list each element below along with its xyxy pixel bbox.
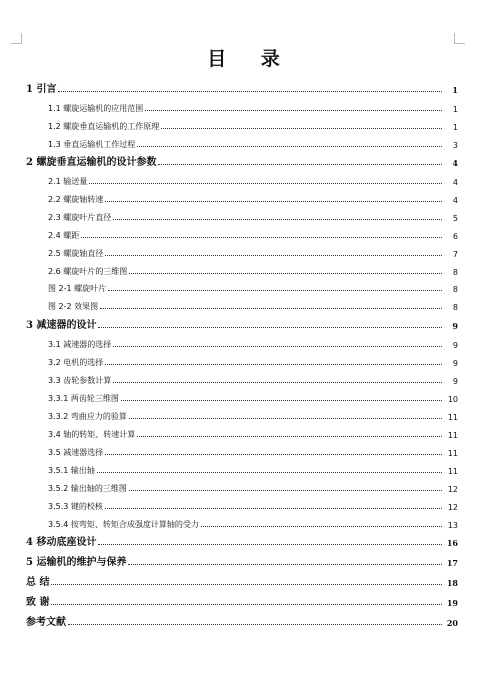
toc-leader-dots: [81, 236, 442, 238]
toc-leader-dots: [58, 90, 442, 92]
toc-entry-label: 3.3 齿轮参数计算: [48, 376, 112, 385]
toc-leader-dots: [98, 326, 442, 328]
toc-entry-section[interactable]: [48, 118, 458, 132]
toc-entry-label: 1.1 螺旋运输机的应用范围: [48, 104, 144, 113]
toc-leader-dots: [105, 507, 442, 509]
toc-entry-page: 13: [447, 521, 458, 530]
toc-entry-subsection[interactable]: [48, 390, 458, 404]
toc-entry-figure[interactable]: [48, 298, 458, 312]
toc-leader-dots: [105, 254, 442, 256]
toc-entry-section[interactable]: [48, 173, 458, 187]
toc-leader-dots: [100, 307, 442, 309]
toc-entry-section[interactable]: [48, 354, 458, 368]
toc-leader-dots: [201, 525, 442, 527]
toc-entry-summary[interactable]: [26, 574, 458, 588]
toc-entry-page: 3: [452, 141, 458, 150]
toc-entry-label: 3.3.1 两齿轮三维图: [48, 394, 119, 403]
toc-entry-acknowledgements[interactable]: [26, 594, 458, 608]
toc-entry-section[interactable]: [48, 336, 458, 350]
toc-entry-label: 3.5.1 输出轴: [48, 466, 95, 475]
toc-entry-page: 11: [447, 413, 458, 422]
toc-entry-label: 2.5 螺旋轴直径: [48, 249, 104, 258]
toc-entry-figure[interactable]: [48, 280, 458, 294]
toc-entry-label: 3.3.2 弯曲应力的验算: [48, 412, 127, 421]
toc-leader-dots: [97, 471, 442, 473]
toc-entry-section[interactable]: [48, 136, 458, 150]
toc-entry-page: 8: [452, 285, 458, 294]
toc-entry-page: 6: [452, 232, 458, 241]
toc-entry-label: 2.3 螺旋叶片直径: [48, 213, 112, 222]
toc-entry-page: 1: [452, 123, 458, 132]
toc-entry-label: 2 螺旋垂直运输机的设计参数: [26, 157, 157, 168]
toc-leader-dots: [113, 345, 442, 347]
toc-leader-dots: [145, 109, 442, 111]
toc-entry-section[interactable]: [48, 372, 458, 386]
toc-leader-dots: [128, 563, 442, 565]
toc-entry-page: 11: [447, 431, 458, 440]
toc-entry-page: 1: [452, 85, 458, 95]
toc-leader-dots: [129, 272, 442, 274]
toc-entry-label: 2.6 螺旋叶片的三维图: [48, 267, 128, 276]
toc-leader-dots: [129, 417, 442, 419]
toc-entry-page: 9: [452, 321, 458, 331]
toc-entry-label: 3.5.2 输出轴的三维图: [48, 484, 127, 493]
toc-entry-section[interactable]: [48, 191, 458, 205]
toc-entry-page: 4: [452, 178, 458, 187]
toc-leader-dots: [89, 182, 442, 184]
toc-entry-section[interactable]: [48, 426, 458, 440]
toc-entry-label: 图 2-2 效果图: [48, 302, 99, 311]
toc-entry-page: 18: [446, 578, 458, 588]
toc-leader-dots: [113, 381, 442, 383]
toc-entry-chapter-2[interactable]: [26, 154, 458, 168]
toc-entry-page: 8: [452, 268, 458, 277]
toc-entry-page: 5: [452, 214, 458, 223]
toc-entry-label: 4 移动底座设计: [26, 537, 97, 548]
toc-entry-section[interactable]: [48, 209, 458, 223]
toc-leader-dots: [105, 453, 442, 455]
toc-entry-label: 3.2 电机的选择: [48, 358, 104, 367]
toc-entry-label: 5 运输机的维护与保养: [26, 557, 127, 568]
toc-entry-label: 3.5 减速器选择: [48, 448, 104, 457]
toc-entry-label: 1.3 垂直运输机工作过程: [48, 140, 136, 149]
toc-entry-label: 致 谢: [26, 597, 50, 608]
toc-entry-page: 10: [447, 395, 458, 404]
toc-entry-label: 2.4 螺距: [48, 231, 80, 240]
toc-entry-chapter-1[interactable]: [26, 81, 458, 95]
toc-entry-section[interactable]: [48, 444, 458, 458]
toc-entry-page: 8: [452, 303, 458, 312]
margin-corner-mark-right: [454, 33, 465, 44]
toc-entry-section[interactable]: [48, 245, 458, 259]
toc-entry-page: 11: [447, 449, 458, 458]
toc-entry-chapter-4[interactable]: [26, 534, 458, 548]
toc-entry-page: 4: [452, 158, 458, 168]
toc-entry-section[interactable]: [48, 227, 458, 241]
toc-entry-page: 9: [452, 377, 458, 386]
toc-leader-dots: [137, 145, 442, 147]
toc-leader-dots: [51, 603, 442, 605]
toc-entry-subsection[interactable]: [48, 408, 458, 422]
toc-leader-dots: [158, 163, 442, 165]
toc-entry-references[interactable]: [26, 614, 458, 628]
toc-leader-dots: [129, 489, 442, 491]
toc-leader-dots: [113, 218, 442, 220]
toc-leader-dots: [51, 583, 442, 585]
toc-entry-section[interactable]: [48, 100, 458, 114]
toc-entry-page: 12: [447, 503, 458, 512]
toc-entry-label: 3 减速器的设计: [26, 320, 97, 331]
toc-leader-dots: [108, 289, 442, 291]
toc-entry-label: 总 结: [26, 577, 50, 588]
toc-leader-dots: [137, 435, 442, 437]
toc-entry-page: 16: [446, 538, 458, 548]
toc-entry-subsection[interactable]: [48, 480, 458, 494]
toc-entry-page: 9: [452, 359, 458, 368]
toc-leader-dots: [105, 200, 442, 202]
toc-entry-page: 12: [447, 485, 458, 494]
toc-entry-page: 11: [447, 467, 458, 476]
toc-entry-label: 2.2 螺旋轴转速: [48, 195, 104, 204]
toc-entry-page: 1: [452, 105, 458, 114]
toc-entry-page: 20: [446, 618, 458, 628]
toc-entry-page: 7: [452, 250, 458, 259]
toc-entry-page: 9: [452, 341, 458, 350]
toc-leader-dots: [68, 623, 442, 625]
toc-title: 目 录: [207, 48, 294, 70]
toc-entry-subsection[interactable]: [48, 462, 458, 476]
toc-entry-label: 3.4 轴的转矩、转速计算: [48, 430, 136, 439]
toc-leader-dots: [121, 399, 442, 401]
toc-entry-subsection[interactable]: [48, 516, 458, 530]
toc-entry-label: 1.2 螺旋垂直运输机的工作原理: [48, 122, 160, 131]
toc-entry-page: 4: [452, 196, 458, 205]
toc-entry-label: 1 引言: [26, 84, 57, 95]
toc-leader-dots: [98, 543, 442, 545]
toc-entry-label: 3.1 减速器的选择: [48, 340, 112, 349]
toc-entry-chapter-3[interactable]: [26, 317, 458, 331]
toc-entry-chapter-5[interactable]: [26, 554, 458, 568]
toc-entry-page: 19: [446, 598, 458, 608]
toc-leader-dots: [161, 127, 442, 129]
toc-entry-label: 2.1 输送量: [48, 177, 88, 186]
toc-entry-label: 图 2-1 螺旋叶片: [48, 284, 107, 293]
toc-leader-dots: [105, 363, 442, 365]
toc-entry-page: 17: [446, 558, 458, 568]
toc-entry-label: 参考文献: [26, 617, 66, 628]
toc-entry-section[interactable]: [48, 263, 458, 277]
toc-entry-label: 3.5.3 键的校核: [48, 502, 103, 511]
toc-entry-label: 3.5.4 按弯矩、转矩合成强度计算轴的受力: [48, 520, 199, 529]
toc-entry-subsection[interactable]: [48, 498, 458, 512]
margin-corner-mark-left: [11, 33, 22, 44]
